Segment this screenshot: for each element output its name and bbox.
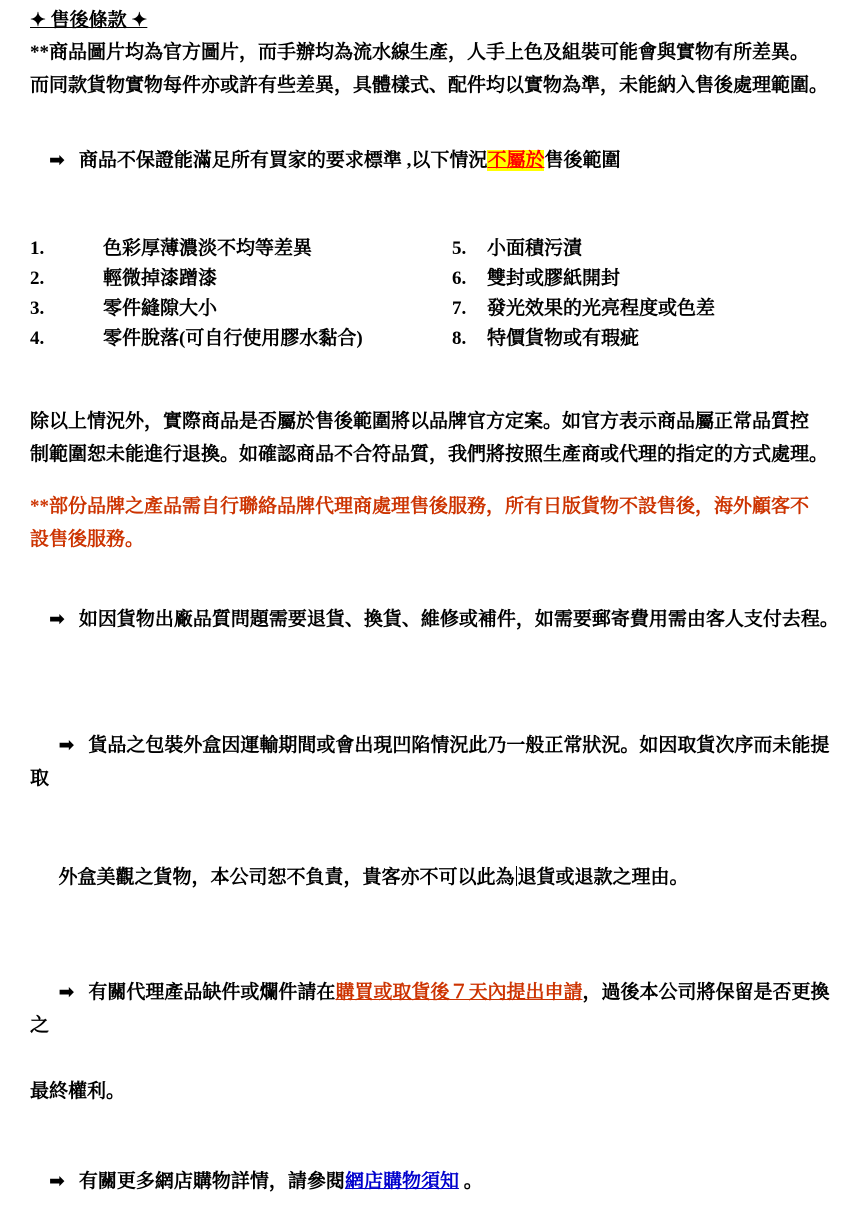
exclusions-list xyxy=(30,234,844,354)
exclusion-item: 零件脫落(可自行使用膠水黏合) xyxy=(103,328,363,349)
more-info-text: 有關更多網店購物詳情，請參閱 xyxy=(78,1171,345,1192)
right-arrow-icon: ➡ xyxy=(49,608,65,630)
right-arrow-icon: ➡ xyxy=(58,734,75,756)
more-info-line xyxy=(30,1132,844,1231)
exclusion-num: 3. xyxy=(30,298,45,319)
exclusion-item: 發光效果的光亮程度或色差 xyxy=(487,298,716,319)
exclusion-num: 2. xyxy=(30,268,45,289)
exclusion-item: 小面積污漬 xyxy=(487,238,583,259)
packaging-text-2b: 退貨或退款之理由。 xyxy=(517,867,689,888)
claims-deadline: 購買或取貨後７天內提出申請 xyxy=(335,982,583,1003)
right-arrow-icon: ➡ xyxy=(49,1170,65,1192)
policy-paragraph xyxy=(30,405,844,471)
right-arrow-icon: ➡ xyxy=(58,981,75,1003)
brand-warning-paragraph xyxy=(30,490,844,556)
packaging-paragraph xyxy=(30,696,844,927)
packaging-text-1: 貨品之包裝外盒因運輸期間或會出現凹陷情況此乃一般正常狀況。如因取貨次序而未能提取 xyxy=(30,735,830,789)
intro-paragraph xyxy=(30,36,844,102)
intro-line-2: 而同款貨物實物每件亦或許有些差異，具體樣式、配件均以實物為準，未能納入售後處理範圍。 xyxy=(30,75,829,96)
exclusion-num: 8. xyxy=(452,328,467,349)
claims-line-2: 最終權利。 xyxy=(30,1081,126,1102)
exclusion-item: 色彩厚薄濃淡不均等差異 xyxy=(103,238,313,259)
packaging-text-2a: 外盒美觀之貨物，本公司恕不負責，貴客亦不可以此為 xyxy=(58,867,515,888)
shipping-cost-line xyxy=(30,570,844,669)
policy-line-2: 制範圍恕未能進行退換。如確認商品不合符品質，我們將按照生產商或代理的指定的方式處理。 xyxy=(30,444,829,465)
brand-warning-line-2: 設售後服務。 xyxy=(30,529,145,550)
exclusion-item: 零件縫隙大小 xyxy=(103,298,218,319)
shipping-cost-text: 如因貨物出廠品質問題需要退貨、換貨、維修或補件，如需要郵寄費用需由客人支付去程。 xyxy=(78,609,839,630)
exclusion-item: 特價貨物或有瑕疵 xyxy=(487,328,640,349)
packaging-line-2 xyxy=(30,828,844,927)
claims-line-1 xyxy=(30,943,844,1075)
exclusion-item: 雙封或膠紙開封 xyxy=(487,268,621,289)
exclusion-num: 1. xyxy=(30,238,45,259)
exclusion-num: 7. xyxy=(452,298,467,319)
packaging-line-1 xyxy=(30,696,844,828)
notice-highlight: 不屬於 xyxy=(487,150,545,171)
notice-text-before: 商品不保證能滿足所有買家的要求標準 ,以下情況 xyxy=(78,150,488,171)
notice-text-after: 售後範圍 xyxy=(544,150,621,171)
claims-paragraph xyxy=(30,943,844,1108)
text-caret xyxy=(516,866,517,886)
claims-text-after: ，過後本公司將保留是否更換之 xyxy=(30,982,830,1036)
page-title: ✦ 售後條款 ✦ xyxy=(30,10,148,31)
claims-text-before: 有關代理產品缺件或爛件請在 xyxy=(88,982,336,1003)
intro-line-1: **商品圖片均為官方圖片，而手辦均為流水線生產，人手上色及組裝可能會與實物有所差異。 xyxy=(30,42,810,63)
store-guide-link[interactable]: 網店購物須知 xyxy=(344,1171,459,1192)
exclusion-num: 5. xyxy=(452,238,467,259)
brand-warning-line-1: **部份品牌之產品需自行聯絡品牌代理商處理售後服務，所有日版貨物不設售後，海外顧客不 xyxy=(30,496,810,517)
right-arrow-icon: ➡ xyxy=(49,149,65,171)
exclusion-num: 4. xyxy=(30,328,45,349)
more-info-tail: 。 xyxy=(458,1171,483,1192)
notice-line xyxy=(30,111,844,210)
policy-line-1: 除以上情況外，實際商品是否屬於售後範圍將以品牌官方定案。如官方表示商品屬正常品質控 xyxy=(30,411,810,432)
exclusion-item: 輕微掉漆蹭漆 xyxy=(103,268,218,289)
exclusion-num: 6. xyxy=(452,268,467,289)
